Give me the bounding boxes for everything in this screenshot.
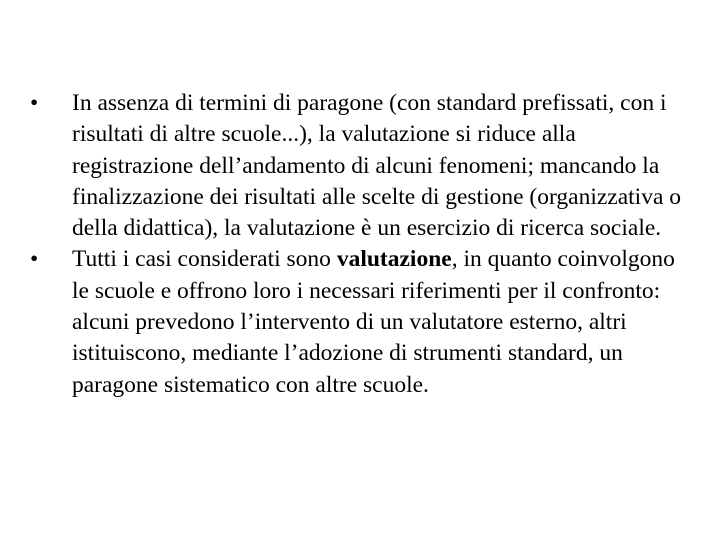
bullet-marker: •	[30, 90, 39, 116]
bold-keyword: valutazione	[336, 246, 452, 273]
bullet-text: In assenza di termini di paragone (con standard prefissati, con i risultati di altre scuole...), la valutazione si riduce alla registrazione dell’andamento di alcuni fenomeni; mancando la finalizzazione dei risultati alle scelte di gestione (organizzativa o della didattica), la valutazione è un esercizio di ricerca sociale.	[72, 90, 682, 242]
bullet-item-1	[30, 88, 690, 244]
bullet-text-start: Tutti i casi considerati sono	[72, 246, 337, 273]
bullet-marker: •	[30, 246, 39, 273]
bullet-item-2	[30, 244, 690, 400]
bullet-list	[30, 88, 690, 401]
bullet-text-end: , in quanto coinvolgono le scuole e offrono loro i necessari riferimenti per il confronto: alcuni prevedono l’intervento di un valutatore esterno, altri istituiscono, mediante l’adozione di strumenti standard, un paragone sistematico con altre scuole.	[72, 246, 675, 398]
